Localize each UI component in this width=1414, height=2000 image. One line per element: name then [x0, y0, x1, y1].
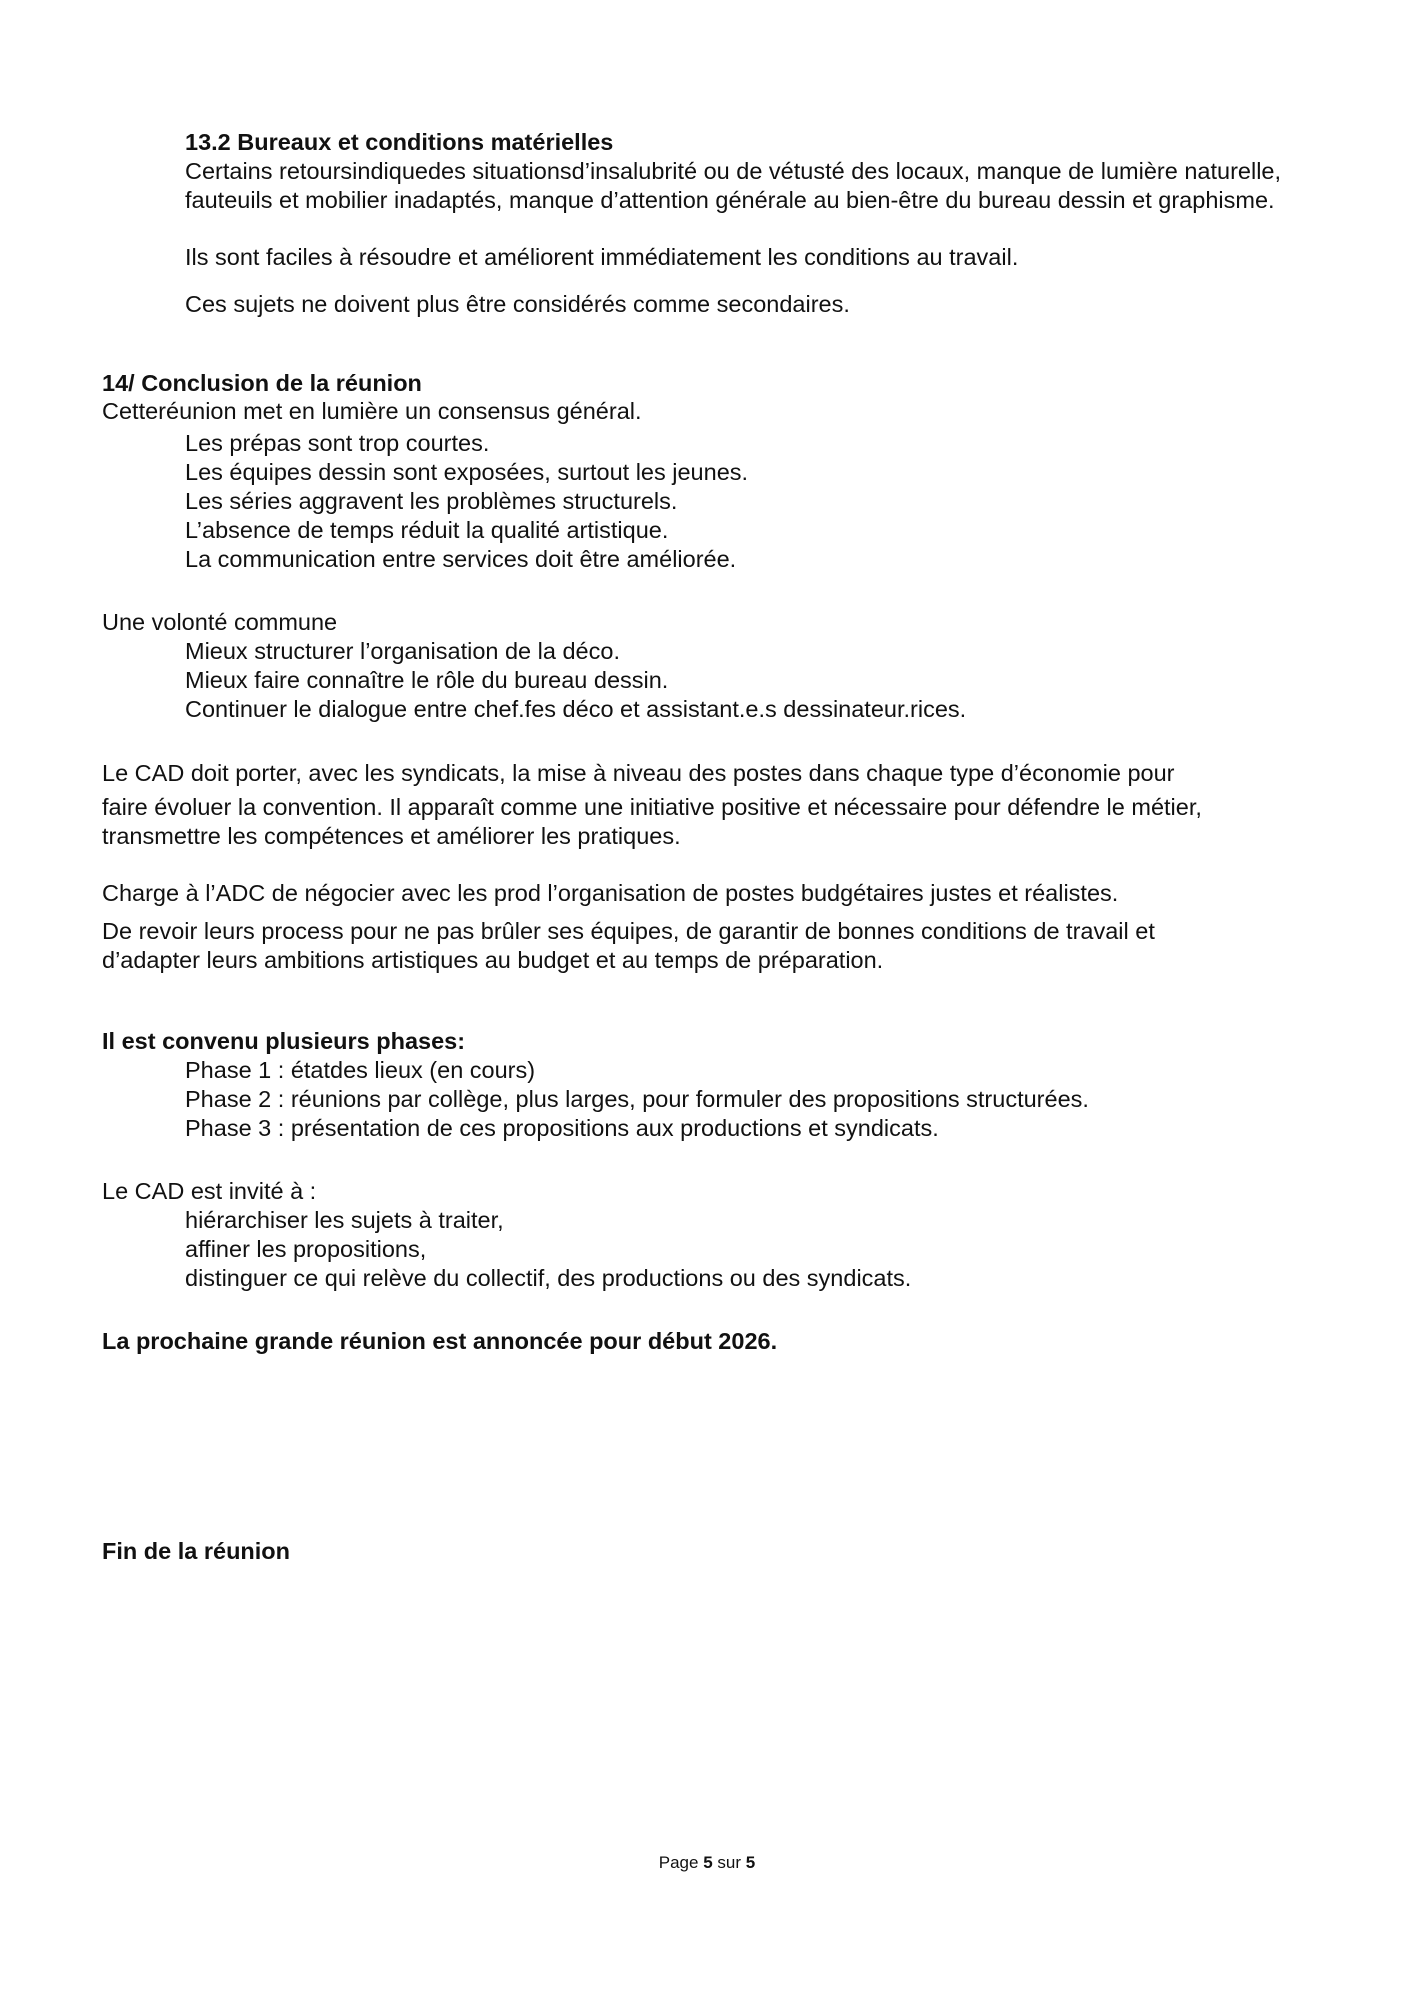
page-word: Page — [658, 1853, 699, 1872]
invite-list — [185, 1206, 911, 1293]
adc-paragraph-2 — [102, 917, 1155, 975]
list-item: Les prépas sont trop courtes. — [185, 430, 490, 456]
list-item: Les séries aggravent les problèmes structurels. — [185, 488, 678, 514]
list-item: Continuer le dialogue entre chef.fes déco et assistant.e.s dessinateur.rices. — [185, 696, 967, 722]
list-item: Phase 2 : réunions par collège, plus larges, pour formuler des propositions structurées. — [185, 1086, 1089, 1112]
list-item: Mieux faire connaître le rôle du bureau dessin. — [185, 667, 669, 693]
list-item: La communication entre services doit être améliorée. — [185, 546, 737, 572]
list-item: Phase 1 : étatdes lieux (en cours) — [185, 1057, 536, 1083]
section-13-2-paragraph-1: Certains retoursindiquedes situationsd’insalubrité ou de vétusté des locaux, manque de lumière naturelle, fauteuils et mobilier inadaptés, manque d’attention générale au bien-être du bureau dessin et graphisme. — [185, 158, 1282, 213]
paragraph-line: Le CAD doit porter, avec les syndicats, la mise à niveau des postes dans chaque type d’économie pour — [102, 760, 1175, 786]
adc-paragraph-1: Charge à l’ADC de négocier avec les prod l’organisation de postes budgétaires justes et réalistes. — [102, 880, 1119, 906]
paragraph-line: De revoir leurs process pour ne pas brûler ses équipes, de garantir de bonnes conditions de travail et — [102, 918, 1155, 944]
list-item: distinguer ce qui relève du collectif, des productions ou des syndicats. — [185, 1265, 912, 1291]
phases-list — [185, 1056, 1089, 1143]
page-number: 5 — [703, 1853, 713, 1872]
section-heading-14: 14/ Conclusion de la réunion — [102, 370, 422, 396]
paragraph-line: faire évoluer la convention. Il apparaît comme une initiative positive et nécessaire pour défendre le métier, — [102, 794, 1202, 820]
volonte-title: Une volonté commune — [102, 609, 338, 635]
paragraph-line: transmettre les compétences et améliorer les pratiques. — [102, 823, 681, 849]
consensus-list — [185, 429, 748, 574]
section-heading-13-2: 13.2 Bureaux et conditions matérielles — [185, 129, 614, 155]
paragraph-line: d’adapter leurs ambitions artistiques au budget et au temps de préparation. — [102, 947, 884, 973]
invite-title: Le CAD est invité à : — [102, 1178, 317, 1204]
list-item: Mieux structurer l’organisation de la déco. — [185, 638, 620, 664]
list-item: Phase 3 : présentation de ces propositions aux productions et syndicats. — [185, 1115, 939, 1141]
next-meeting-announcement: La prochaine grande réunion est annoncée pour début 2026. — [102, 1328, 778, 1354]
list-item: Les équipes dessin sont exposées, surtout les jeunes. — [185, 459, 749, 485]
page-total: 5 — [745, 1853, 756, 1872]
section-13-2-paragraph-3: Ces sujets ne doivent plus être considérés comme secondaires. — [185, 291, 850, 317]
end-of-meeting: Fin de la réunion — [102, 1538, 291, 1564]
of-word: sur — [717, 1853, 742, 1872]
section-13-2-paragraph-2: Ils sont faciles à résoudre et améliorent immédiatement les conditions au travail. — [185, 244, 1019, 270]
phases-title: Il est convenu plusieurs phases: — [102, 1028, 466, 1054]
cad-paragraph — [102, 759, 1202, 851]
list-item: L’absence de temps réduit la qualité artistique. — [185, 517, 669, 543]
list-item: hiérarchiser les sujets à traiter, — [185, 1207, 504, 1233]
volonte-list — [185, 637, 966, 724]
list-item: affiner les propositions, — [185, 1236, 427, 1262]
page-footer — [0, 1853, 1414, 1873]
conclusion-intro: Cetteréunion met en lumière un consensus général. — [102, 398, 642, 424]
